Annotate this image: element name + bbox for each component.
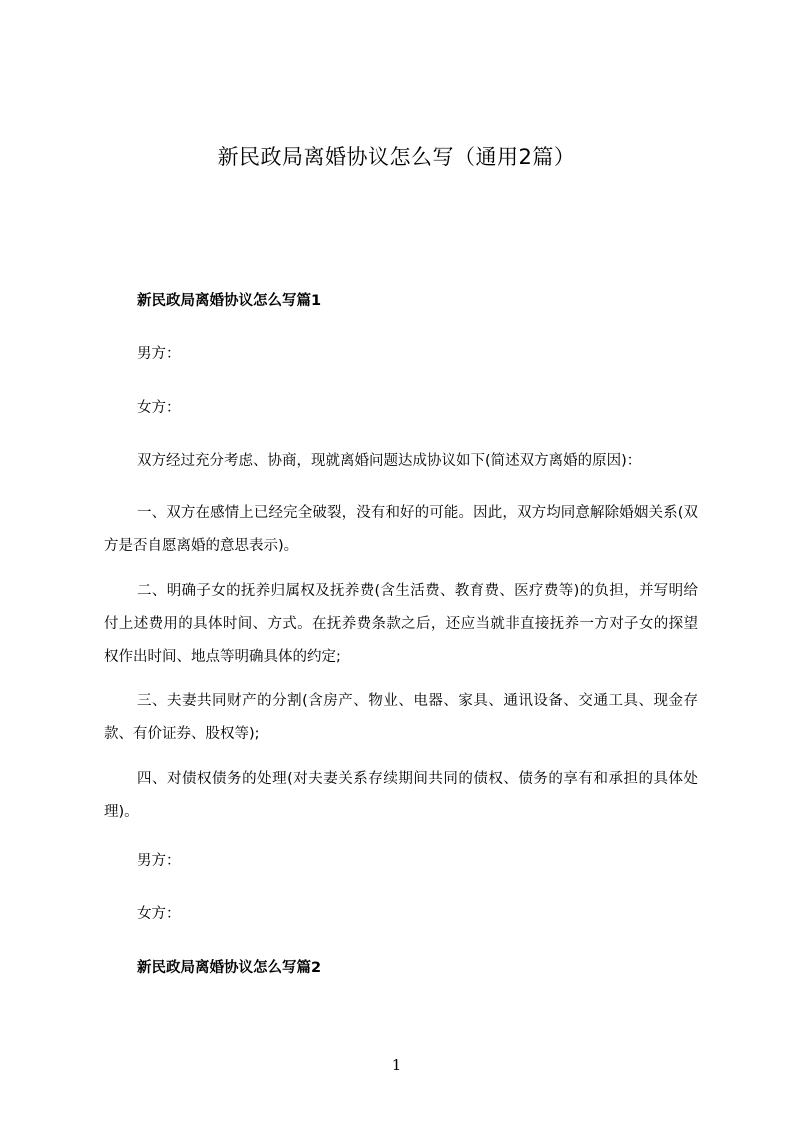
female-party-signature-label: 女方： xyxy=(137,906,181,922)
clause-3-paragraph: 三、夫妻共同财产的分割(含房产、物业、电器、家具、通讯设备、交通工具、现金存款、有价证券、股权等); xyxy=(104,693,698,742)
intro-paragraph: 双方经过充分考虑、协商，现就离婚问题达成协议如下(简述双方离婚的原因)： xyxy=(137,453,642,469)
page-number: 1 xyxy=(391,1056,402,1074)
clause-4-paragraph: 四、对债权债务的处理(对夫妻关系存续期间共同的债权、债务的享有和承担的具体处理)。 xyxy=(104,771,698,820)
male-party-label: 男方： xyxy=(137,346,181,362)
section1-heading: 新民政局离婚协议怎么写篇1 xyxy=(137,293,322,309)
clause-1-paragraph: 一、双方在感情上已经完全破裂，没有和好的可能。因此，双方均同意解除婚姻关系(双方是否自愿离婚的意思表示)。 xyxy=(104,505,698,554)
clause-2-paragraph: 二、明确子女的抚养归属权及抚养费(含生活费、教育费、医疗费等)的负担，并写明给付上述费用的具体时间、方式。在抚养费条款之后，还应当就非直接抚养一方对子女的探望权作出时间、地点等明确具体的约定; xyxy=(104,583,698,665)
document-title: 新民政局离婚协议怎么写（通用2篇） xyxy=(217,145,576,169)
female-party-label: 女方： xyxy=(137,400,181,416)
section2-heading: 新民政局离婚协议怎么写篇2 xyxy=(137,960,322,976)
male-party-signature-label: 男方： xyxy=(137,853,181,869)
